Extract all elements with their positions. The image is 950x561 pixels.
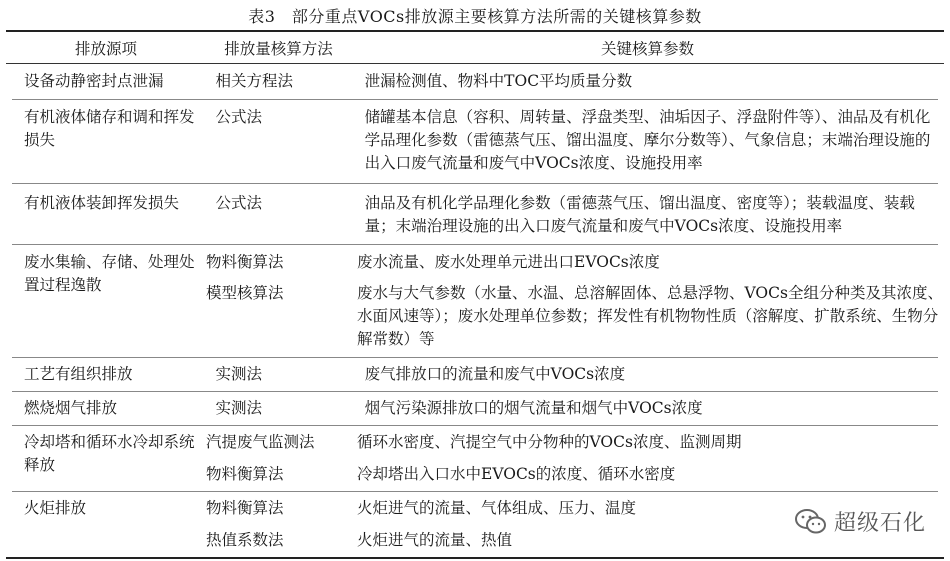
row-source: 有机液体储存和调和挥发损失 bbox=[24, 108, 195, 149]
wechat-icon bbox=[794, 508, 828, 536]
row-params: 冷却塔出入口水中EVOCs的浓度、循环水密度 bbox=[357, 465, 676, 483]
row-method: 公式法 bbox=[215, 194, 263, 212]
row-params: 废水与大气参数（水量、水温、总溶解固体、总悬浮物、VOCs全组分种类及其浓度、水面风速等）；废水处理单位参数；挥发性有机物物性质（溶解度、扩散系统、生物分解常数）等 bbox=[357, 284, 943, 348]
row-method: 实测法 bbox=[215, 365, 263, 383]
row-method: 实测法 bbox=[215, 399, 263, 417]
header-params: 关键核算参数 bbox=[600, 39, 694, 58]
row-params: 废水流量、废水处理单元进出口EVOCs浓度 bbox=[357, 253, 660, 271]
table-row bbox=[6, 245, 944, 357]
row-params: 烟气污染源排放口的烟气流量和烟气中VOCs浓度 bbox=[364, 399, 703, 417]
table-row bbox=[6, 426, 944, 491]
row-method: 物料衡算法 bbox=[206, 465, 284, 483]
row-method: 汽提废气监测法 bbox=[206, 433, 315, 451]
row-params: 储罐基本信息（容积、周转量、浮盘类型、油垢因子、浮盘附件等）、油品及有机化学品理化参数（雷德蒸气压、馏出温度、摩尔分数等）、气象信息；末端治理设施的出入口废气流量和废气中VOCs浓度、设施投用率 bbox=[364, 108, 931, 172]
row-method: 公式法 bbox=[215, 108, 263, 126]
row-source: 废水集输、存储、处理处置过程逸散 bbox=[24, 253, 195, 294]
row-params: 循环水密度、汽提空气中分物种的VOCs浓度、监测周期 bbox=[357, 433, 742, 451]
watermark bbox=[794, 506, 926, 537]
row-source: 冷却塔和循环水冷却系统释放 bbox=[24, 433, 195, 474]
row-method: 物料衡算法 bbox=[206, 499, 284, 517]
row-source: 火炬排放 bbox=[24, 499, 87, 517]
row-source: 设备动静密封点泄漏 bbox=[24, 72, 164, 90]
table-header bbox=[6, 32, 944, 63]
table-row bbox=[6, 358, 944, 391]
table-row bbox=[6, 100, 944, 183]
header-method: 排放量核算方法 bbox=[224, 39, 333, 58]
row-params: 废气排放口的流量和废气中VOCs浓度 bbox=[364, 365, 626, 383]
row-method: 相关方程法 bbox=[215, 72, 294, 90]
row-params: 火炬进气的流量、热值 bbox=[357, 531, 513, 549]
row-params: 油品及有机化学品理化参数（雷德蒸气压、馏出温度、密度等）；装载温度、装载量；末端治理设施的出入口废气流量和废气中VOCs浓度、设施投用率 bbox=[364, 194, 915, 235]
watermark-text: 超级石化 bbox=[833, 511, 926, 536]
header-source: 排放源项 bbox=[74, 39, 137, 58]
row-params: 泄漏检测值、物料中TOC平均质量分数 bbox=[364, 72, 633, 90]
table-row bbox=[6, 184, 944, 244]
row-source: 工艺有组织排放 bbox=[24, 365, 133, 383]
row-source: 有机液体装卸挥发损失 bbox=[24, 194, 180, 212]
row-method: 模型核算法 bbox=[206, 284, 284, 302]
table bbox=[6, 30, 944, 559]
row-method: 热值系数法 bbox=[206, 531, 284, 549]
row-params: 火炬进气的流量、气体组成、压力、温度 bbox=[357, 499, 637, 517]
table-caption: 表3 部分重点VOCs排放源主要核算方法所需的关键核算参数 bbox=[248, 7, 702, 26]
table-row bbox=[6, 392, 944, 425]
row-source: 燃烧烟气排放 bbox=[24, 399, 118, 417]
table-row bbox=[6, 64, 944, 99]
row-method: 物料衡算法 bbox=[206, 253, 284, 271]
